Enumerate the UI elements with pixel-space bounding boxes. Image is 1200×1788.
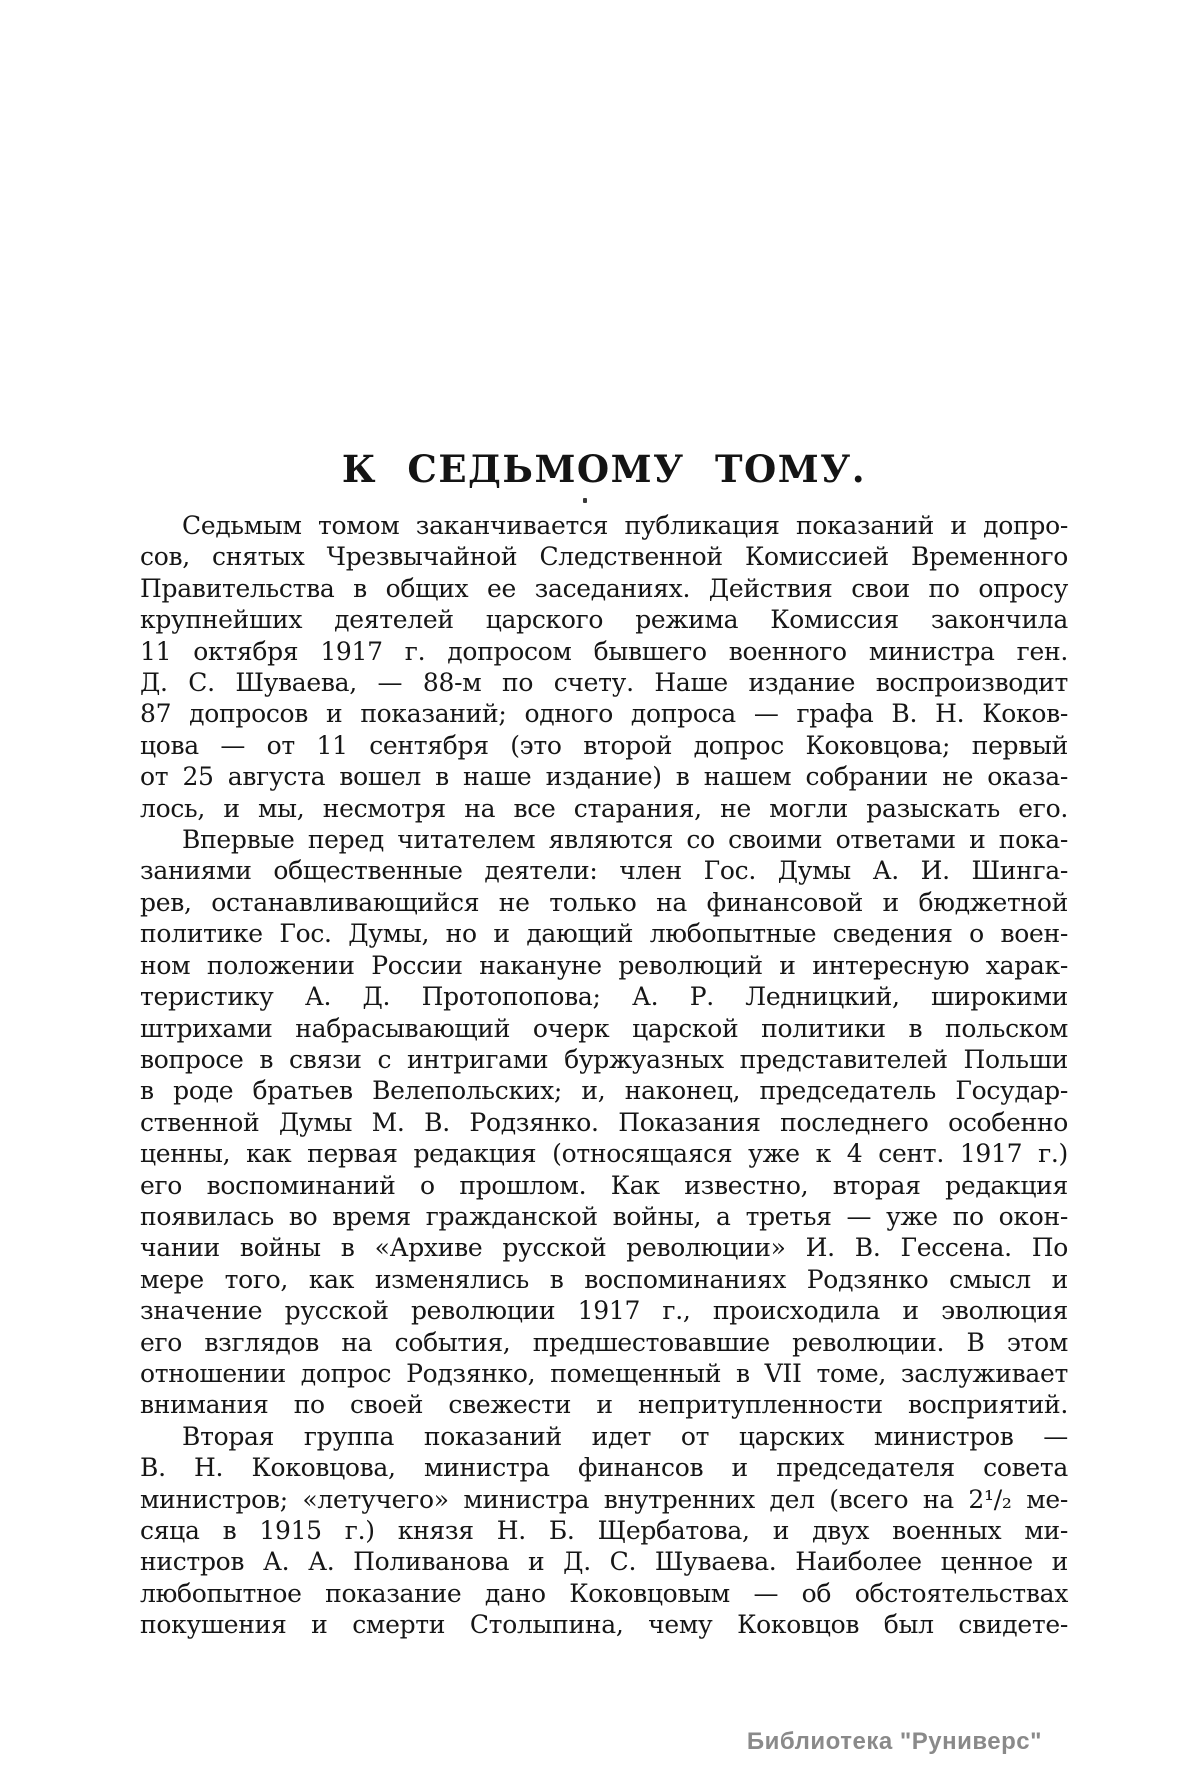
paragraph: [140, 824, 1068, 1421]
text-line: внимания по своей свежести и непритупленности восприятий.: [140, 1390, 1068, 1420]
text-line: значение русской революции 1917 г., происходила и эволюция: [140, 1296, 1068, 1326]
text-line: рев, останавливающийся не только на финансовой и бюджетной: [140, 887, 1068, 917]
text-line: его воспоминаний о прошлом. Как известно, вторая редакция: [140, 1170, 1068, 1200]
page-title: К СЕДЬМОМУ ТОМУ.: [341, 447, 867, 491]
text-line: 11 октября 1917 г. допросом бывшего военного министра ген.: [140, 636, 1068, 666]
text-line: Правительства в общих ее заседаниях. Действия свои по опросу: [140, 573, 1068, 603]
text-line: цова — от 11 сентября (это второй допрос Коковцова; первый: [140, 730, 1068, 760]
text-line: нистров А. А. Поливанова и Д. С. Шуваева. Наиболее ценное и: [140, 1547, 1068, 1577]
paragraph: [140, 510, 1068, 824]
text-line: его взглядов на события, предшестовавшие революции. В этом: [140, 1327, 1068, 1357]
text-line: штрихами набрасывающий очерк царской политики в польском: [140, 1013, 1068, 1043]
text-line: заниями общественные деятели: член Гос. Думы А. И. Шинга-: [140, 856, 1068, 886]
text-line: Д. С. Шуваева, — 88-м по счету. Наше издание воспроизводит: [140, 668, 1068, 698]
text-line: политике Гос. Думы, но и дающий любопытные сведения о воен-: [140, 919, 1068, 949]
text-line: от 25 августа вошел в наше издание) в нашем собрании не оказа-: [140, 762, 1068, 792]
library-watermark: Библиотека "Руниверс": [746, 1728, 1042, 1755]
text-line: ном положении России накануне революций и интересную харак-: [140, 950, 1068, 980]
text-line: отношении допрос Родзянко, помещенный в VII томе, заслуживает: [140, 1358, 1068, 1388]
text-line: в роде братьев Велепольских; и, наконец, председатель Государ-: [140, 1076, 1068, 1106]
text-line: любопытное показание дано Коковцовым — об обстоятельствах: [140, 1578, 1068, 1608]
text-line: ценны, как первая редакция (относящаяся уже к 4 сент. 1917 г.): [140, 1139, 1068, 1169]
text-line: вопросе в связи с интригами буржуазных представителей Польши: [140, 1044, 1068, 1074]
text-block: [140, 448, 1068, 1641]
text-line: покушения и смерти Столыпина, чему Коковцов был свидете-: [140, 1610, 1068, 1640]
text-line: сов, снятых Чрезвычайной Следственной Комиссией Временного: [140, 542, 1068, 572]
text-line: лось, и мы, несмотря на все старания, не могли разыскать его.: [140, 793, 1068, 823]
text-line: появилась во время гражданской войны, а третья — уже по окон-: [140, 1201, 1068, 1231]
text-line: Впервые перед читателем являются со своими ответами и пока-: [182, 825, 1068, 855]
paragraph: [140, 1421, 1068, 1641]
text-line: Седьмым томом заканчивается публикация показаний и допро-: [182, 511, 1068, 540]
text-line: крупнейших деятелей царского режима Комиссия закончила: [140, 605, 1068, 635]
text-line: 87 допросов и показаний; одного допроса — графа В. Н. Коков-: [140, 699, 1068, 729]
text-line: сяца в 1915 г.) князя Н. Б. Щербатова, и двух военных ми-: [140, 1516, 1068, 1545]
text-line: ственной Думы М. В. Родзянко. Показания последнего особенно: [140, 1107, 1068, 1137]
body-text: [140, 510, 1068, 1641]
text-line: министров; «летучего» министра внутренних дел (всего на 2¹/₂ ме-: [140, 1484, 1068, 1514]
text-line: чании войны в «Архиве русской революции» И. В. Гессена. По: [140, 1233, 1068, 1263]
text-line: Вторая группа показаний идет от царских министров —: [182, 1421, 1068, 1451]
ink-dot-artifact: [583, 498, 587, 503]
text-line: теристику А. Д. Протопопова; А. Р. Ледницкий, широкими: [140, 982, 1068, 1012]
text-line: В. Н. Коковцова, министра финансов и председателя совета: [140, 1453, 1068, 1483]
text-line: мере того, как изменялись в воспоминаниях Родзянко смысл и: [140, 1264, 1068, 1294]
